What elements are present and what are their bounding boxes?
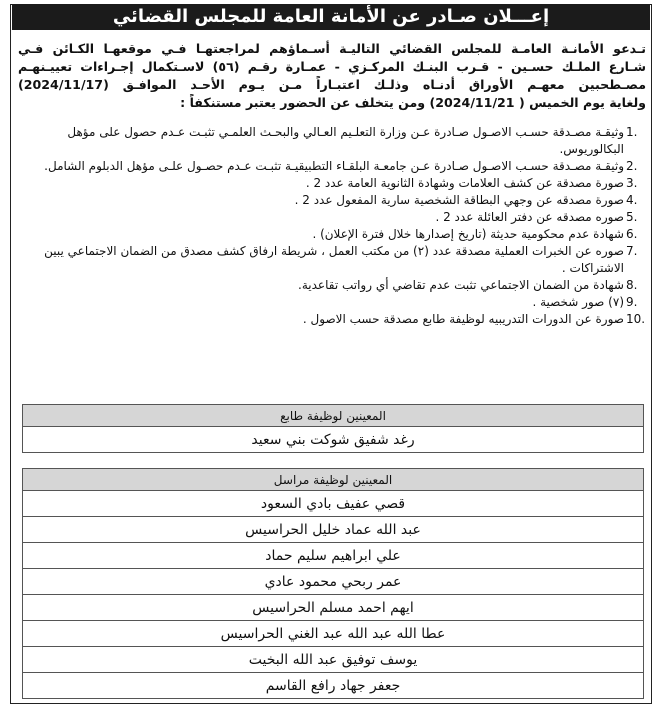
item-text: صورة عن الدورات التدريبيه لوظيفة طابع مصدقة حسب الاصول . xyxy=(302,312,624,326)
messenger-appointees-table xyxy=(22,468,644,699)
item-number: 1. xyxy=(626,125,638,139)
list-item xyxy=(18,226,646,243)
required-documents-list xyxy=(18,124,646,328)
item-number: 5. xyxy=(626,210,638,224)
typist-appointees-table xyxy=(22,404,644,453)
item-text: صورة مصدقة عن كشف العلامات وشهادة الثانوية العامة عدد 2 . xyxy=(305,176,624,190)
table-header: المعينين لوظيفة طابع xyxy=(23,405,644,427)
list-item xyxy=(18,175,646,192)
list-item xyxy=(18,243,646,277)
list-item xyxy=(18,311,646,328)
item-text: وثيقـة مصـدقة حسـب الاصـول صـادرة عـن وزارة التعلـيم العـالي والبحـث العلمـي تثبـت عـدم حصول على مؤهل البكالوريوس. xyxy=(67,125,624,156)
item-number: 3. xyxy=(626,176,638,190)
table-row: قصي عفيف بادي السعود xyxy=(23,491,644,517)
item-text: شهادة عدم محكومية حديثة (تاريخ إصدارها خلال فترة الإعلان) . xyxy=(312,227,624,241)
list-item xyxy=(18,209,646,226)
list-item xyxy=(18,192,646,209)
item-number: 10. xyxy=(626,312,646,326)
intro-line: شـارع الملـك حسـين - قـرب البنـك المركـزي - عمـارة رقـم (٥٦) لاسـتكمال إجـراءات تعييـنهـم xyxy=(18,59,646,74)
item-number: 9. xyxy=(626,295,638,309)
typist-appointees-section xyxy=(22,404,644,453)
intro-line: مصـطحبين معهـم الأوراق أدنـاه وذلـك اعتبـاراً مـن يـوم الأحـد الموافـق (2024/11/17) xyxy=(18,77,646,92)
intro-line: تـدعو الأمانـة العامـة للمجلس القضائي التاليـة أسـماؤهم لمراجعتهـا فـي موقعهـا الكـائن فـي xyxy=(18,41,646,56)
intro-paragraph xyxy=(18,40,646,112)
item-number: 7. xyxy=(626,244,638,258)
item-text: (٧) صور شخصية . xyxy=(532,295,624,309)
item-number: 4. xyxy=(626,193,638,207)
item-text: صورة مصدقه عن وجهي البطاقة الشخصية سارية المفعول عدد 2 . xyxy=(294,193,624,207)
announcement-title: إعـــلان صـادر عن الأمانة العامة للمجلس القضائي xyxy=(12,4,650,30)
list-item xyxy=(18,158,646,175)
table-row: عبد الله عماد خليل الحراسيس xyxy=(23,517,644,543)
table-row: علي ابراهيم سليم حماد xyxy=(23,543,644,569)
item-text: وثيقـة مصـدقة حسـب الاصـول صـادرة عـن جامعـة البلقـاء التطبيقيـة تثبـت عـدم حصـول علـى مؤهل الدبلوم الشامل. xyxy=(44,159,624,173)
table-row: عطا الله عبد الله عبد الغني الحراسيس xyxy=(23,621,644,647)
table-header: المعينين لوظيفة مراسل xyxy=(23,469,644,491)
list-item xyxy=(18,124,646,158)
item-text: صوره عن الخبرات العملية مصدقة عدد (٢) من مكتب العمل ، شريطة ارفاق كشف مصدق من الضمان الاجتماعي يبين الاشتراكات . xyxy=(44,244,624,275)
item-number: 8. xyxy=(626,278,638,292)
intro-line: ولغاية يوم الخميس ( 2024/11/21) ومن يتخلف عن الحضور يعتبر مستنكفاً : xyxy=(180,95,646,110)
item-number: 2. xyxy=(626,159,638,173)
table-row: ايهم احمد مسلم الحراسيس xyxy=(23,595,644,621)
table-row: يوسف توفيق عبد الله البخيت xyxy=(23,647,644,673)
item-number: 6. xyxy=(626,227,638,241)
list-item xyxy=(18,294,646,311)
table-row: جعفر جهاد رافع القاسم xyxy=(23,673,644,699)
table-row: رغد شفيق شوكت بني سعيد xyxy=(23,427,644,453)
item-text: شهادة من الضمان الاجتماعي تثبت عدم تقاضي أي رواتب تقاعدية. xyxy=(298,278,624,292)
messenger-appointees-section xyxy=(22,468,644,699)
table-row: عمر ربحي محمود عادي xyxy=(23,569,644,595)
item-text: صوره مصدقه عن دفتر العائلة عدد 2 . xyxy=(435,210,624,224)
list-item xyxy=(18,277,646,294)
